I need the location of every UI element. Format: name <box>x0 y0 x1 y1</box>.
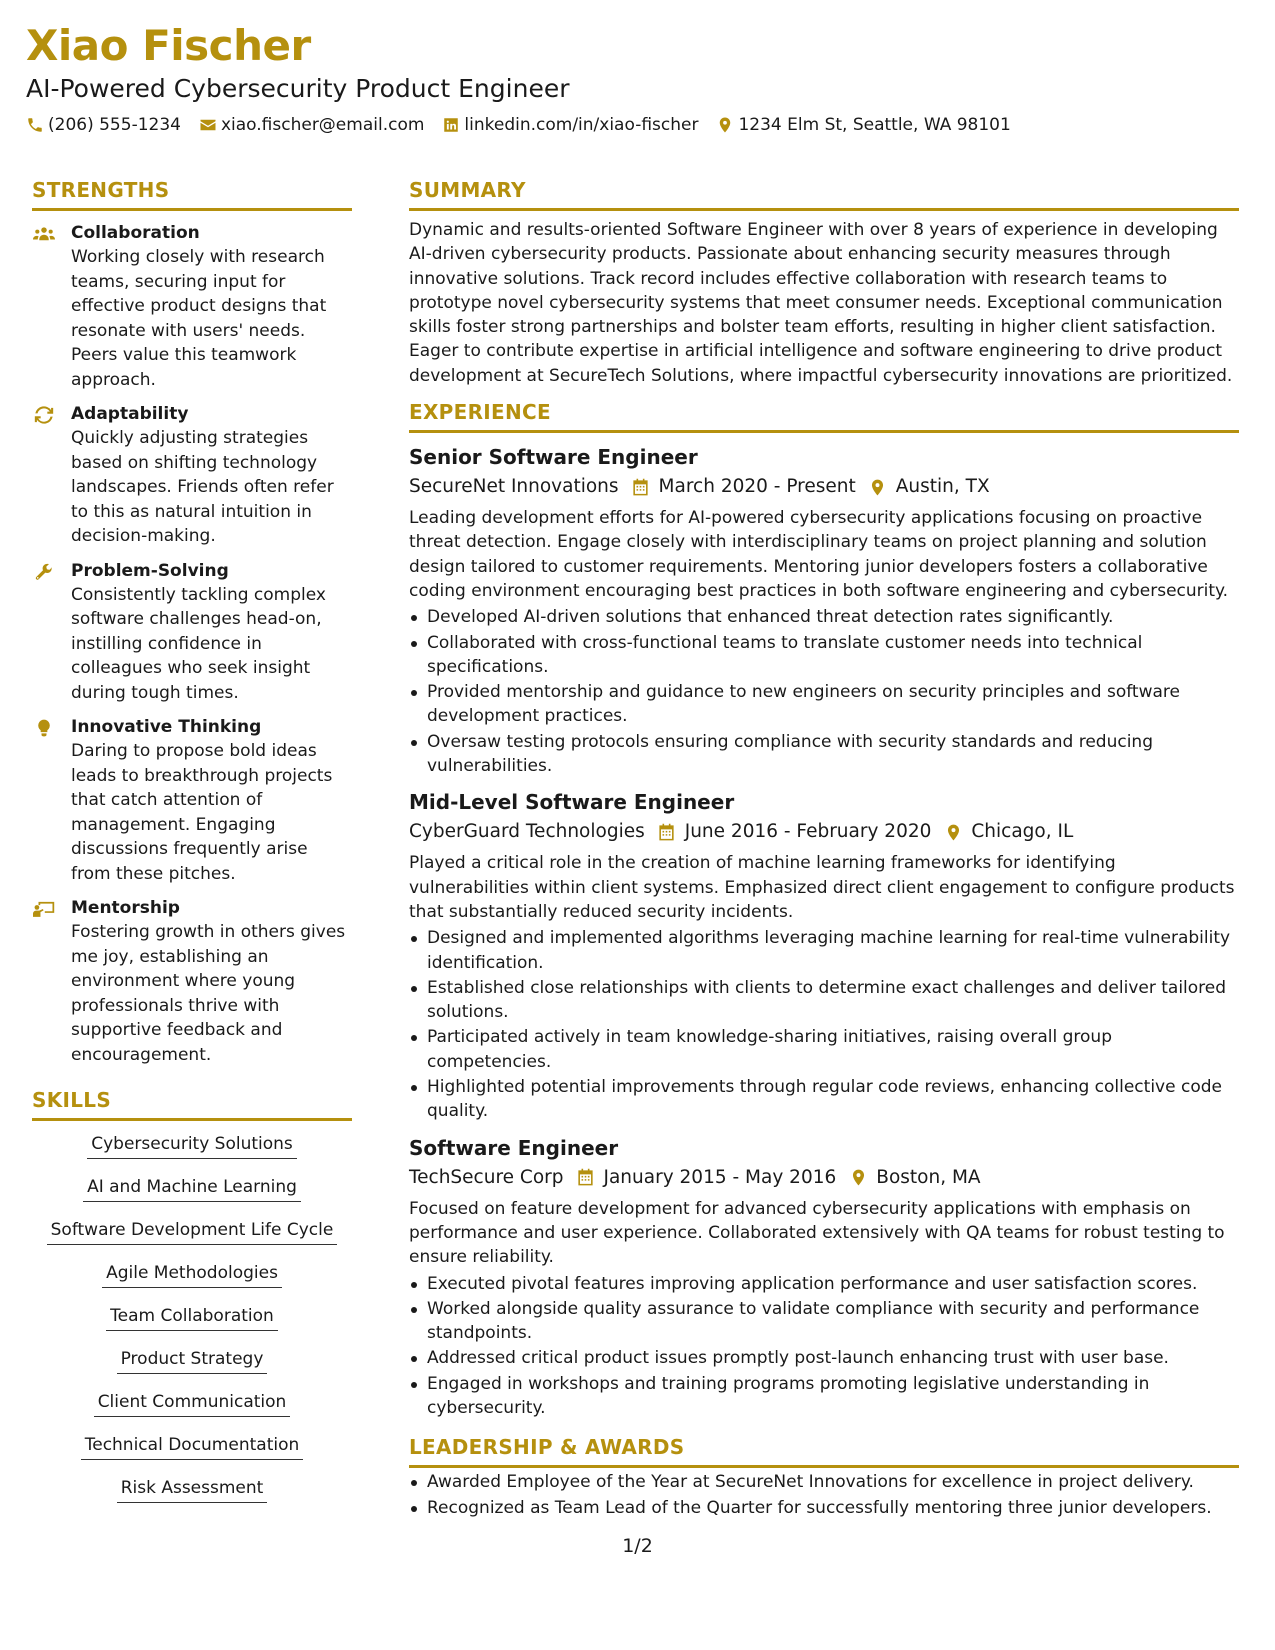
job-meta <box>409 818 1239 846</box>
job-dates: March 2020 - Present <box>658 476 856 498</box>
job-bullet: Designed and implemented algorithms leveraging machine learning for real-time vulnerability identification. <box>409 926 1239 975</box>
strength-desc: Quickly adjusting strategies based on shifting technology landscapes. Friends often refer to this as natural intuition in decision-making. <box>71 428 334 546</box>
skills-list <box>32 1133 352 1520</box>
job-title: Mid-Level Software Engineer <box>409 790 735 815</box>
strength-desc: Consistently tackling complex software challenges head-on, instilling confidence in colleagues who seek insight during tough times. <box>71 584 326 703</box>
job-bullet: Addressed critical product issues promptly post-launch enhancing trust with user base. <box>409 1346 1239 1370</box>
leadership-list <box>409 1470 1239 1520</box>
job-bullet: Executed pivotal features improving application performance and user satisfaction scores. <box>409 1272 1239 1296</box>
job-bullet: Collaborated with cross-functional teams to translate customer needs into technical specifications. <box>409 631 1239 680</box>
job-bullet: Provided mentorship and guidance to new engineers on security principles and software development practices. <box>409 680 1239 729</box>
linkedin-text[interactable]: linkedin.com/in/xiao-fischer <box>464 115 699 135</box>
strengths-heading: STRENGTHS <box>32 177 352 211</box>
email-text[interactable]: xiao.fischer@email.com <box>220 115 425 135</box>
job-bullet: Engaged in workshops and training programs promoting legislative understanding in cybersecurity. <box>409 1372 1239 1421</box>
summary-heading: SUMMARY <box>409 177 1239 211</box>
lightbulb-icon <box>32 718 56 738</box>
map-pin-icon <box>848 1168 868 1188</box>
strength-title: Problem-Solving <box>71 560 229 581</box>
job-bullet: Participated actively in team knowledge-sharing initiatives, raising overall group competencies. <box>409 1025 1239 1074</box>
address-text: 1234 Elm St, Seattle, WA 98101 <box>738 115 1011 135</box>
job-description: Focused on feature development for advanced cybersecurity applications with emphasis on performance and user experience. Collaborated extensively with QA teams for robust testing to ensure reliability. <box>409 1198 1225 1268</box>
job-company: CyberGuard Technologies <box>409 821 645 843</box>
candidate-title: AI-Powered Cybersecurity Product Engineer <box>26 74 570 103</box>
job-company: SecureNet Innovations <box>409 476 619 498</box>
users-icon <box>32 224 56 244</box>
job-location: Austin, TX <box>895 476 990 498</box>
strength-title: Innovative Thinking <box>71 717 262 737</box>
skills-heading: SKILLS <box>32 1087 352 1121</box>
envelope-icon <box>199 116 217 134</box>
job-location: Chicago, IL <box>971 821 1074 843</box>
contact-phone <box>26 113 181 137</box>
contact-linkedin[interactable] <box>442 113 698 137</box>
strength-item <box>32 559 352 706</box>
job-bullet: Oversaw testing protocols ensuring compliance with security standards and reducing vulnerabilities. <box>409 730 1239 779</box>
calendar-icon <box>657 822 677 842</box>
leadership-item: Recognized as Team Lead of the Quarter for successfully mentoring three junior developers. <box>409 1496 1239 1520</box>
strength-desc: Fostering growth in others gives me joy, establishing an environment where young professionals thrive with supportive feedback and encouragement. <box>71 922 346 1065</box>
job-title: Senior Software Engineer <box>409 445 698 470</box>
strength-desc: Working closely with research teams, securing input for effective product designs that resonate with users' needs. Peers value this teamwork approach. <box>71 247 327 390</box>
job-location: Boston, MA <box>876 1166 981 1188</box>
strength-item <box>32 221 352 392</box>
job-bullets <box>409 605 1239 778</box>
job-entry <box>409 788 1239 1123</box>
summary-text: Dynamic and results-oriented Software Engineer with over 8 years of experience in developing AI-driven cybersecurity products. Passionate about enhancing security measures through innovative solutions. Track record includes effective collaboration with research teams to prototype novel cybersecurity systems that meet consumer needs. Exceptional communication skills foster strong partnerships and bolster team efforts, resulting in higher client satisfaction. Eager to contribute expertise in artificial intelligence and software engineering to drive product development at SecureTech Solutions, where impactful cybersecurity innovations are prioritized. <box>409 220 1233 386</box>
skill-item: Technical Documentation <box>81 1434 304 1460</box>
job-entry <box>409 1134 1239 1421</box>
job-meta <box>409 473 1239 501</box>
skill-item: Risk Assessment <box>117 1477 268 1503</box>
strength-title: Mentorship <box>71 898 180 918</box>
skill-item: Agile Methodologies <box>102 1262 282 1288</box>
phone-icon <box>26 116 44 134</box>
contact-email[interactable] <box>199 113 424 137</box>
job-entry <box>409 443 1239 778</box>
job-bullet: Highlighted potential improvements through regular code reviews, enhancing collective code quality. <box>409 1075 1239 1124</box>
job-bullet: Worked alongside quality assurance to validate compliance with security and performance standpoints. <box>409 1297 1239 1346</box>
job-description: Played a critical role in the creation of machine learning frameworks for identifying vulnerabilities within client systems. Emphasized direct client engagement to configure products that substantially reduced security incidents. <box>409 853 1235 922</box>
leadership-heading: LEADERSHIP & AWARDS <box>409 1434 1239 1468</box>
strength-item <box>32 402 352 549</box>
map-pin-icon <box>868 477 888 497</box>
job-dates: January 2015 - May 2016 <box>603 1166 837 1188</box>
chalkboard-teacher-icon <box>32 899 56 919</box>
job-bullet: Established close relationships with clients to determine exact challenges and deliver tailored solutions. <box>409 976 1239 1025</box>
page-number: 1/2 <box>622 1535 653 1557</box>
strength-title: Adaptability <box>71 404 189 424</box>
job-dates: June 2016 - February 2020 <box>684 821 932 843</box>
job-bullets <box>409 1272 1239 1421</box>
job-meta <box>409 1164 1239 1192</box>
job-bullets <box>409 926 1239 1123</box>
map-pin-icon <box>716 116 734 134</box>
job-bullet: Developed AI-driven solutions that enhanced threat detection rates significantly. <box>409 605 1239 629</box>
leadership-item: Awarded Employee of the Year at SecureNet Innovations for excellence in project delivery. <box>409 1470 1239 1494</box>
job-description: Leading development efforts for AI-powered cybersecurity applications focusing on proactive threat detection. Engage closely with interdisciplinary teams on project planning and solution design tailored to customer requirements. Mentoring junior developers fosters a collaborative coding environment encouraging best practices in both software engineering and cybersecurity. <box>409 508 1229 601</box>
skill-item: Cybersecurity Solutions <box>87 1133 297 1159</box>
candidate-name: Xiao Fischer <box>26 21 311 70</box>
right-column <box>409 177 1239 1521</box>
phone-text: (206) 555-1234 <box>48 115 181 135</box>
strength-title: Collaboration <box>71 223 200 243</box>
calendar-icon <box>576 1168 596 1188</box>
wrench-icon <box>32 562 56 582</box>
linkedin-icon <box>442 116 460 134</box>
contact-bar <box>26 113 1029 137</box>
skill-item: Client Communication <box>94 1391 291 1417</box>
skill-item: Software Development Life Cycle <box>47 1219 338 1245</box>
job-company: TechSecure Corp <box>409 1166 564 1188</box>
strength-item <box>32 896 352 1067</box>
strength-desc: Daring to propose bold ideas leads to breakthrough projects that catch attention of management. Engaging discussions frequently arise from these pitches. <box>71 741 333 884</box>
calendar-icon <box>631 477 651 497</box>
map-pin-icon <box>943 822 963 842</box>
skill-item: AI and Machine Learning <box>83 1176 301 1202</box>
strength-item <box>32 715 352 886</box>
job-title: Software Engineer <box>409 1135 619 1160</box>
sync-icon <box>32 405 56 425</box>
skill-item: Product Strategy <box>117 1348 268 1374</box>
skill-item: Team Collaboration <box>106 1305 278 1331</box>
experience-heading: EXPERIENCE <box>409 399 1239 433</box>
left-column <box>32 177 352 1520</box>
contact-address <box>716 113 1010 137</box>
